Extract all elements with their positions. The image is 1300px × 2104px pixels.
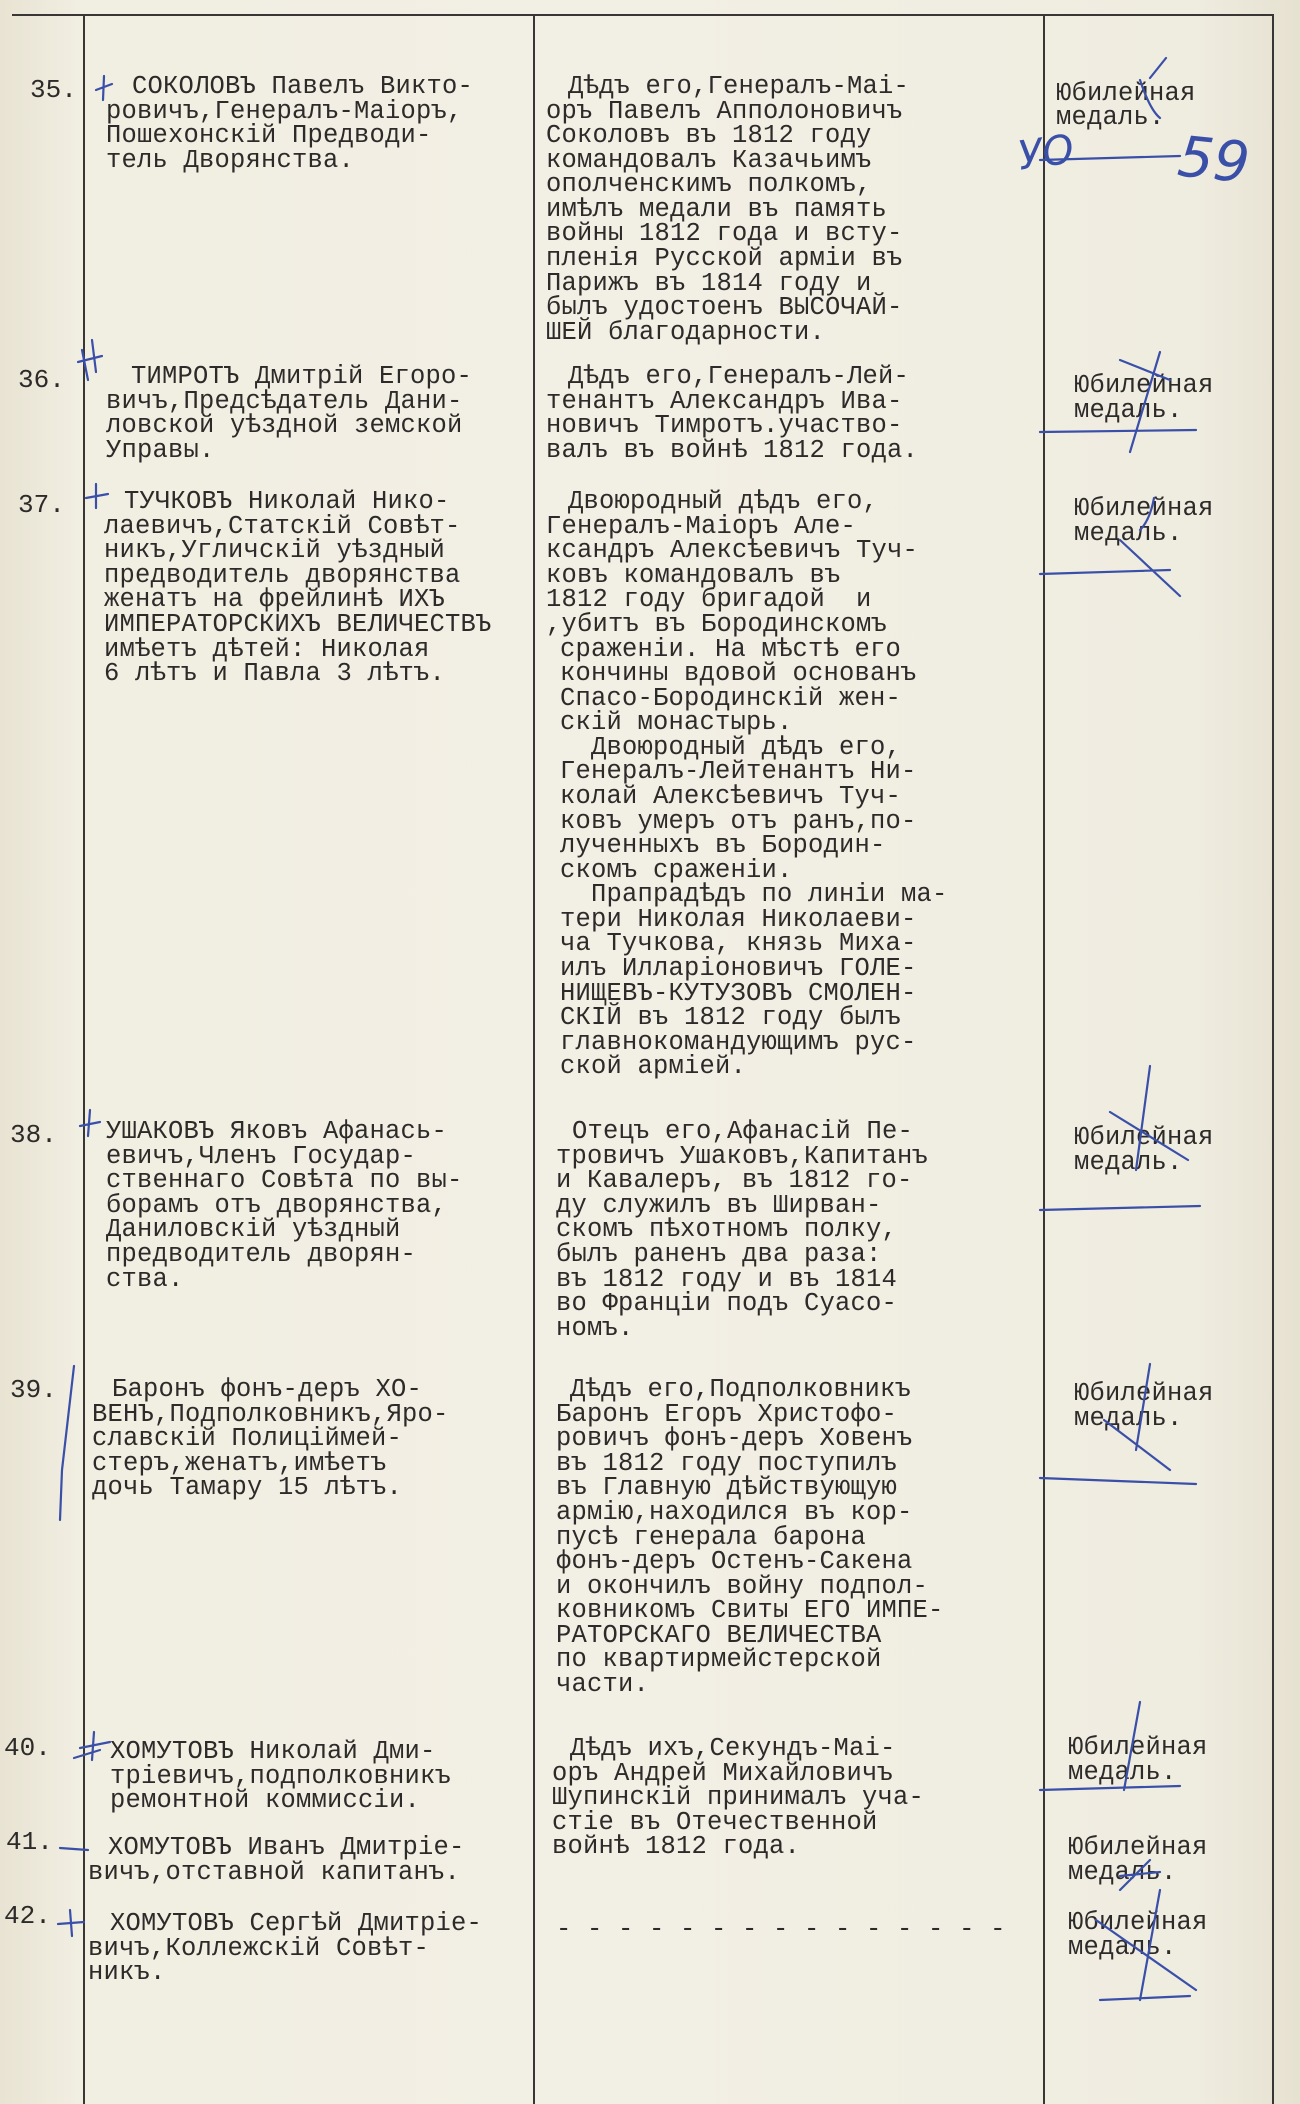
ancestor-line: Соколовъ въ 1812 году: [546, 121, 872, 150]
entry-name-line: СОКОЛОВЪ Павелъ Викто-: [132, 72, 474, 101]
entry-number: 39.: [10, 1375, 57, 1405]
entry-name-line: УШАКОВЪ Яковъ Афанась-: [106, 1117, 448, 1146]
entry-name-line: ства.: [106, 1265, 184, 1294]
entry-name-line: борамъ отъ дворянства,: [106, 1191, 448, 1220]
entry-name-line: славскiй Полицiймей-: [92, 1424, 403, 1453]
ancestor-line: и Кавалеръ, въ 1812 го-: [556, 1166, 913, 1195]
ancestor-line: скомъ сраженiи.: [560, 856, 793, 885]
ancestor-line: колай Алексѣевичъ Туч-: [560, 782, 902, 811]
award-line: медаль.: [1068, 1933, 1177, 1962]
award-line: Юбилейная: [1074, 494, 1214, 523]
ancestor-line: командовалъ Казачьимъ: [546, 146, 872, 175]
entry-name-line: 6 лѣтъ и Павла 3 лѣтъ.: [104, 659, 446, 688]
entry-name-line: ВЕНЪ,Подполковникъ,Яро-: [92, 1400, 449, 1429]
entry-name-line: женатъ на фрейлинѣ ИХЪ: [104, 585, 446, 614]
ancestor-line: ковникомъ Свиты ЕГО ИМПЕ-: [556, 1596, 944, 1625]
entry-name-line: ремонтной коммиссiи.: [110, 1786, 421, 1815]
ancestor-line: оръ Андрей Михайловичъ: [552, 1759, 894, 1788]
ancestor-line: Дѣдъ ихъ,Секундъ-Маi-: [570, 1734, 896, 1763]
ancestor-line: кончины вдовой основанъ: [560, 659, 917, 688]
ancestor-line: армiю,находился въ кор-: [556, 1498, 913, 1527]
entry-name-line: Баронъ фонъ-деръ ХО-: [112, 1375, 423, 1404]
award-line: медаль.: [1068, 1858, 1177, 1887]
plus-mark-37: [86, 484, 108, 508]
ancestor-line: части.: [556, 1670, 650, 1699]
column-rule-right: [1043, 14, 1045, 2104]
ancestor-line: во Францiи подъ Суасо-: [556, 1289, 898, 1318]
ancestor-line: Прапрадѣдъ по линiи ма-: [560, 880, 948, 909]
award-line: медаль.: [1068, 1758, 1177, 1787]
entry-number: 38.: [10, 1120, 57, 1150]
award-line: Юбилейная: [1074, 371, 1214, 400]
ancestor-line: Баронъ Егоръ Христофо-: [556, 1400, 898, 1429]
entry-name-line: ловской уѣздной земской: [106, 411, 463, 440]
entry-name-line: ственнаго Совѣта по вы-: [106, 1166, 463, 1195]
column-rule-left: [83, 14, 85, 2104]
ancestor-line: Дѣдъ его,Подполковникъ: [570, 1375, 912, 1404]
award-line: Юбилейная: [1056, 79, 1196, 108]
ancestor-line: Спасо-Бородинскiй жен-: [560, 684, 902, 713]
entry-name-line: дочь Тамару 15 лѣтъ.: [92, 1473, 403, 1502]
ancestor-line: тенантъ Александръ Ива-: [546, 387, 903, 416]
ancestor-line: - - - - - - - - - - - - - - -: [556, 1915, 1006, 1944]
entry-name-line: вичъ,отставной капитанъ.: [88, 1858, 461, 1887]
ancestor-line: стiе въ Отечественной: [552, 1808, 878, 1837]
ancestor-line: по квартирмейстерской: [556, 1645, 882, 1674]
ancestor-line: Генералъ-Лейтенантъ Ни-: [560, 757, 917, 786]
ancestor-line: Парижъ въ 1814 году и: [546, 269, 872, 298]
ancestor-line: ковъ командовалъ въ: [546, 561, 841, 590]
ancestor-line: ской армiей.: [560, 1052, 747, 1081]
ancestor-line: Дѣдъ его,Генералъ-Маi-: [568, 72, 910, 101]
ancestor-line: номъ.: [556, 1314, 634, 1343]
ancestor-line: въ Главную дѣйствующую: [556, 1473, 898, 1502]
ancestor-line: Двоюродный дѣдъ его,: [568, 487, 879, 516]
award-line: Юбилейная: [1068, 1908, 1208, 1937]
ancestor-line: Двоюродный дѣдъ его,: [560, 733, 902, 762]
award-line: медаль.: [1056, 103, 1165, 132]
entry-name-line: ХОМУТОВЪ Сергѣй Дмитрiе-: [110, 1909, 483, 1938]
entry-name-line: предводитель дворян-: [106, 1240, 417, 1269]
column-rule-outer: [1272, 14, 1274, 2104]
entry-name-line: никъ.: [88, 1958, 166, 1987]
ancestor-line: ,убитъ въ Бородинскомъ: [546, 610, 888, 639]
ancestor-line: былъ удостоенъ ВЫСОЧАЙ-: [546, 293, 903, 322]
ancestor-line: СКIЙ въ 1812 году былъ: [560, 1003, 902, 1032]
award-line: медаль.: [1074, 396, 1183, 425]
entry-name-line: никъ,Угличскiй уѣздный: [104, 536, 446, 565]
entry-number: 36.: [18, 365, 65, 395]
ancestor-line: фонъ-деръ Остенъ-Сакена: [556, 1547, 913, 1576]
ancestor-line: тери Николая Николаеви-: [560, 905, 917, 934]
award-line: Юбилейная: [1074, 1379, 1214, 1408]
ancestor-line: тровичъ Ушаковъ,Капитанъ: [556, 1142, 929, 1171]
margin-mark-annotation: УО: [1015, 126, 1077, 180]
ancestor-line: лученныхъ въ Бородин-: [560, 831, 886, 860]
ancestor-line: ксандръ Алексѣевичъ Туч-: [546, 536, 919, 565]
ancestor-line: скомъ пѣхотномъ полку,: [556, 1215, 898, 1244]
award-line: Юбилейная: [1068, 1833, 1208, 1862]
entry-number: 35.: [30, 75, 77, 105]
entry-number: 37.: [18, 490, 65, 520]
entry-name-line: ХОМУТОВЪ Иванъ Дмитрiе-: [108, 1833, 465, 1862]
plus-mark-40: [74, 1732, 110, 1760]
table-top-rule: [12, 14, 1274, 16]
ancestor-line: илъ Илларiоновичъ ГОЛЕ-: [560, 954, 917, 983]
ancestor-line: ду служилъ въ Ширван-: [556, 1191, 882, 1220]
ancestor-line: пусѣ генерала барона: [556, 1523, 867, 1552]
entry-name-line: ХОМУТОВЪ Николай Дми-: [110, 1737, 436, 1766]
ancestor-line: ча Тучкова, князь Миха-: [560, 929, 917, 958]
column-rule-middle: [533, 14, 535, 2104]
entry-name-line: ИМПЕРАТОРСКИХЪ ВЕЛИЧЕСТВЪ: [104, 610, 492, 639]
ancestor-line: былъ раненъ два раза:: [556, 1240, 882, 1269]
entry-name-line: евичъ,Членъ Государ-: [106, 1142, 417, 1171]
entry-number: 42.: [4, 1901, 51, 1931]
ancestor-line: 1812 году бригадой и: [546, 585, 872, 614]
entry-number: 41.: [6, 1827, 53, 1857]
ancestor-line: Отецъ его,Афанасiй Пе-: [572, 1117, 914, 1146]
ancestor-line: ровичъ фонъ-деръ Ховенъ: [556, 1424, 913, 1453]
ancestor-line: главнокомандующимъ рус-: [560, 1028, 917, 1057]
plus-mark-42: [58, 1910, 84, 1936]
ancestor-line: пленiя Русской армiи въ: [546, 244, 903, 273]
entry-name-line: вичъ,Коллежскiй Совѣт-: [88, 1934, 430, 1963]
entry-name-line: лаевичъ,Статскiй Совѣт-: [104, 512, 461, 541]
entry-name-line: Даниловскiй уѣздный: [106, 1215, 401, 1244]
ancestor-line: скiй монастырь.: [560, 708, 793, 737]
ancestor-line: оръ Павелъ Апполоновичъ: [546, 97, 903, 126]
page-number-annotation: 59: [1174, 124, 1253, 197]
award-line: Юбилейная: [1074, 1123, 1214, 1152]
entry-name-line: ТИМРОТЪ Дмитрiй Егоро-: [100, 362, 473, 391]
award-line: медаль.: [1074, 1404, 1183, 1433]
ancestor-line: РАТОРСКАГО ВЕЛИЧЕСТВА: [556, 1621, 882, 1650]
award-line: медаль.: [1074, 1148, 1183, 1177]
ancestor-line: и окончилъ войну подпол-: [556, 1572, 929, 1601]
ancestor-line: новичъ Тимротъ.участво-: [546, 411, 903, 440]
ancestor-line: въ 1812 году поступилъ: [556, 1449, 898, 1478]
ancestor-line: ШЕЙ благодарности.: [546, 318, 826, 347]
ancestor-line: Дѣдъ его,Генералъ-Лей-: [568, 362, 910, 391]
entry-name-line: стеръ,женатъ,имѣетъ: [92, 1449, 387, 1478]
vertical-stroke-39: [60, 1366, 74, 1520]
ancestor-line: сраженiи. На мѣстѣ его: [560, 635, 902, 664]
ancestor-line: НИЩЕВЪ-КУТУЗОВЪ СМОЛЕН-: [560, 979, 917, 1008]
entry-number: 40.: [4, 1733, 51, 1763]
plus-mark-36: [78, 340, 102, 380]
entry-name-line: Пошехонскiй Предводи-: [106, 121, 432, 150]
ancestor-line: Шупинскiй принималъ уча-: [552, 1783, 925, 1812]
ancestor-line: валъ въ войнѣ 1812 года.: [546, 436, 919, 465]
award-line: медаль.: [1074, 519, 1183, 548]
entry-name-line: ТУЧКОВЪ Николай Нико-: [124, 487, 450, 516]
ancestor-line: ополченскимъ полкомъ,: [546, 170, 872, 199]
entry-name-line: Управы.: [106, 436, 215, 465]
ancestor-line: Генералъ-Маiоръ Але-: [546, 512, 857, 541]
entry-name-line: вичъ,Предсѣдатель Дани-: [106, 387, 463, 416]
entry-name-line: трiевичъ,подполковникъ: [110, 1762, 452, 1791]
entry-name-line: имѣетъ дѣтей: Николая: [104, 635, 430, 664]
ancestor-line: войны 1812 года и всту-: [546, 219, 903, 248]
ancestor-line: въ 1812 году и въ 1814: [556, 1265, 898, 1294]
entry-name-line: тель Дворянства.: [106, 146, 355, 175]
ancestor-line: имѣлъ медали въ память: [546, 195, 888, 224]
award-line: Юбилейная: [1068, 1733, 1208, 1762]
entry-name-line: ровичъ,Генералъ-Маiоръ,: [106, 97, 463, 126]
ancestor-line: войнѣ 1812 года.: [552, 1832, 801, 1861]
ancestor-line: ковъ умеръ отъ ранъ,по-: [560, 807, 917, 836]
entry-name-line: предводитель дворянства: [104, 561, 461, 590]
